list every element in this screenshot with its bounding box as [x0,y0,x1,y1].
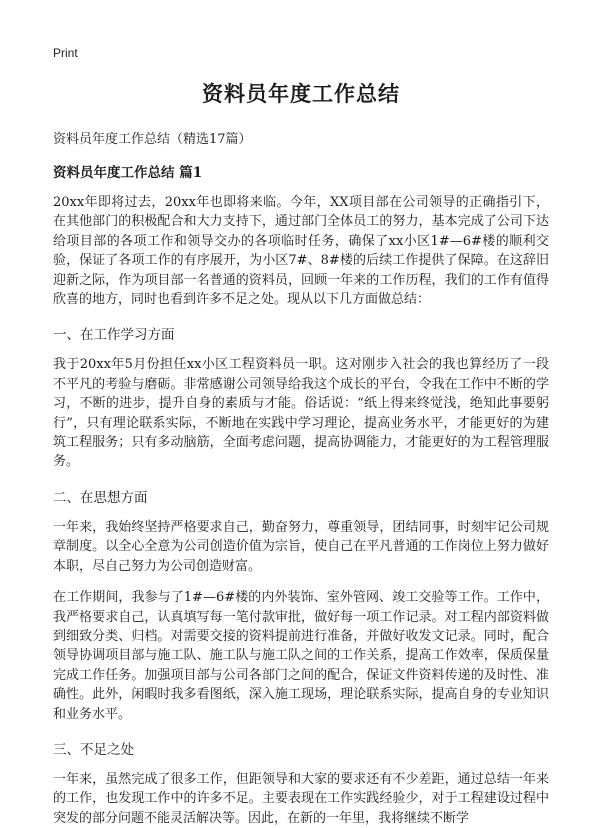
paragraph-thought: 一年来，我始终坚持严格要求自己，勤奋努力，尊重领导，团结同事，时刻牢记公司规章制度。以全心全意为公司创造价值为宗旨，使自己在平凡普通的工作岗位上努力做好本职，尽自己努力为公司创造财富。 [53,519,549,574]
document-body [53,78,549,828]
paragraph-study: 我于20xx年5月份担任xx小区工程资料员一职。这对刚步入社会的我也算经历了一段不平凡的考验与磨砺。非常感谢公司领导给我这个成长的平台，令我在工作中不断的学习，不断的进步，提升自身的素质与才能。俗话说：“纸上得来终觉浅，绝知此事要躬行”，只有理论联系实际，不断地在实践中学习理论，提高业务水平，才能更好的为建筑工程服务；只有多动脑筋，全面考虑问题，提高协调能力，才能更好的为工程管理服务。 [53,357,549,470]
paragraph-shortcomings: 一年来，虽然完成了很多工作，但距领导和大家的要求还有不少差距，通过总结一年来的工作，也发现工作中的许多不足。主要表现在工作实践经验少，对于工程建设过程中突发的部分问题不能灵活解决等。因此，在新的一年里，我将继续不断学 [53,771,549,826]
document-title: 资料员年度工作总结 [202,81,400,106]
article-heading: 资料员年度工作总结 篇1 [53,165,203,181]
section-heading-thought: 二、在思想方面 [53,489,148,506]
section-heading-study: 一、在工作学习方面 [53,327,175,344]
paragraph-work: 在工作期间，我参与了1#—6#楼的内外装饰、室外管网、竣工交验等工作。工作中，我严格要求自己，认真填写每一笔付款审批，做好每一项工作记录。对工程内部资料做到细致分类、归档。对需要交接的资料提前进行准备，并做好收发文记录。同时，配合领导协调项目部与施工队、施工队与施工队之间的工作关系，提高工作效率，保质保量完成工作任务。加强项目部与公司各部门之间的配合，保证文件资料传递的及时性、准确性。此外，闲暇时我多看图纸，深入施工现场，理论联系实际，提高自身的专业知识和业务水平。 [53,590,549,722]
paragraph-intro: 20xx年即将过去，20xx年也即将来临。今年，XX项目部在公司领导的正确指引下，在其他部门的积极配合和大力支持下，通过部门全体员工的努力，基本完成了公司下达给项目部的各项工作和领导交办的各项临时任务，确保了xx小区1#—6#楼的顺利交验，保证了各项工作的有序展开，为小区7#、8#楼的后续工作提供了保障。在这辞旧迎新之际，作为项目部一名普通的资料员，回顾一年来的工作历程，我们的工作有值得欣喜的地方，同时也看到许多不足之处。现从以下几方面做总结： [53,195,549,308]
print-label[interactable]: Print [53,46,78,60]
section-heading-shortcomings: 三、不足之处 [53,741,134,758]
document-subtitle: 资料员年度工作总结（精选17篇） [53,132,252,147]
